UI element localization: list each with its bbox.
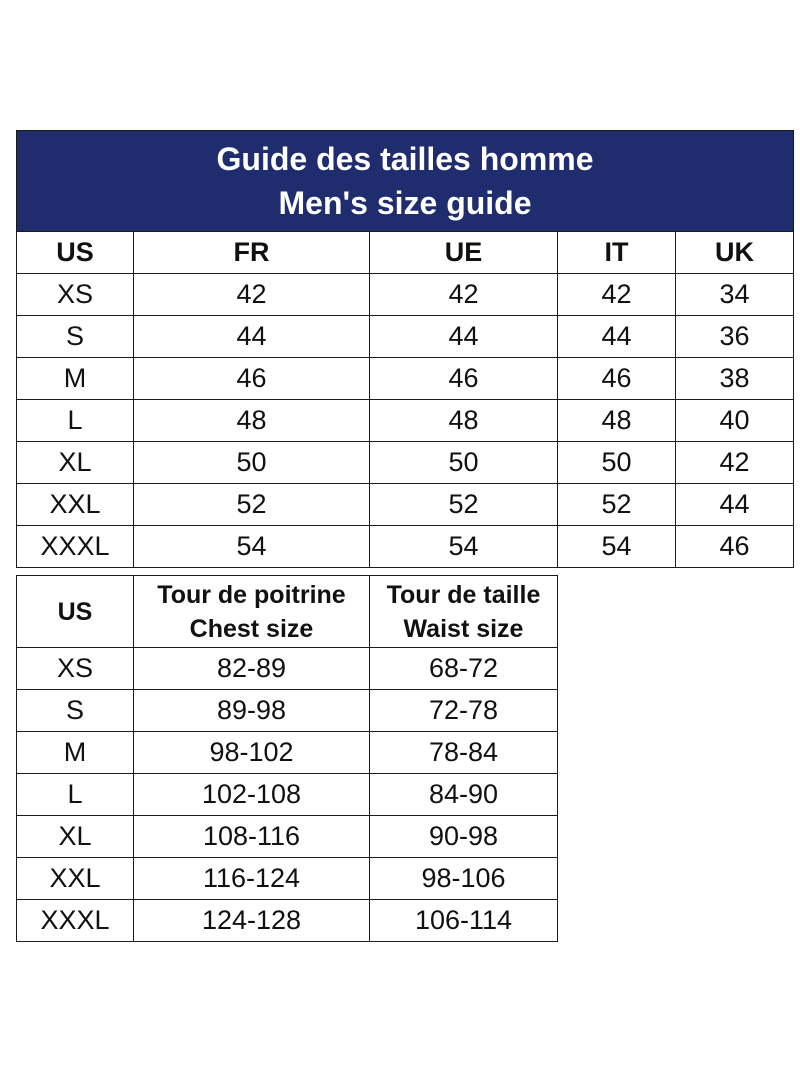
- table-row: [17, 316, 794, 358]
- cell-uk: 36: [676, 316, 794, 358]
- table-row: [17, 900, 558, 942]
- cell-chest: 108-116: [134, 816, 370, 858]
- header-fr: FR: [134, 232, 370, 274]
- cell-fr: 48: [134, 400, 370, 442]
- cell-fr: 54: [134, 526, 370, 568]
- cell-waist: 84-90: [370, 774, 558, 816]
- title-english: Men's size guide: [278, 185, 532, 221]
- cell-it: 46: [558, 358, 676, 400]
- cell-us: M: [17, 358, 134, 400]
- cell-waist: 106-114: [370, 900, 558, 942]
- title-row: [17, 131, 794, 232]
- table-row: [17, 816, 558, 858]
- cell-us: L: [17, 400, 134, 442]
- cell-waist: 98-106: [370, 858, 558, 900]
- cell-uk: 42: [676, 442, 794, 484]
- cell-chest: 116-124: [134, 858, 370, 900]
- cell-fr: 46: [134, 358, 370, 400]
- cell-waist: 90-98: [370, 816, 558, 858]
- cell-ue: 48: [370, 400, 558, 442]
- cell-it: 52: [558, 484, 676, 526]
- table-row: [17, 648, 558, 690]
- cell-ue: 44: [370, 316, 558, 358]
- cell-it: 50: [558, 442, 676, 484]
- table-row: [17, 690, 558, 732]
- header-waist-english: Waist size: [403, 614, 524, 643]
- cell-us: XXXL: [17, 900, 134, 942]
- header-waist-size: [370, 576, 558, 648]
- table-row: [17, 774, 558, 816]
- cell-us: L: [17, 774, 134, 816]
- cell-waist: 72-78: [370, 690, 558, 732]
- header-chest-english: Chest size: [189, 614, 314, 643]
- cell-it: 48: [558, 400, 676, 442]
- cell-ue: 52: [370, 484, 558, 526]
- cell-us: XXL: [17, 858, 134, 900]
- header-chest-size: [134, 576, 370, 648]
- table-title: [17, 131, 794, 232]
- cell-chest: 82-89: [134, 648, 370, 690]
- table-row: [17, 858, 558, 900]
- table-row: [17, 484, 794, 526]
- cell-uk: 46: [676, 526, 794, 568]
- cell-fr: 42: [134, 274, 370, 316]
- table-row: [17, 526, 794, 568]
- cell-it: 44: [558, 316, 676, 358]
- cell-ue: 46: [370, 358, 558, 400]
- cell-chest: 89-98: [134, 690, 370, 732]
- cell-fr: 52: [134, 484, 370, 526]
- table-row: [17, 274, 794, 316]
- header-us: US: [17, 232, 134, 274]
- cell-us: XXL: [17, 484, 134, 526]
- cell-us: S: [17, 690, 134, 732]
- header-us: US: [17, 576, 134, 648]
- cell-us: XL: [17, 442, 134, 484]
- cell-us: XXXL: [17, 526, 134, 568]
- cell-uk: 38: [676, 358, 794, 400]
- table-row: [17, 400, 794, 442]
- header-chest-french: Tour de poitrine: [157, 580, 346, 609]
- header-row: [17, 576, 558, 648]
- cell-fr: 50: [134, 442, 370, 484]
- cell-uk: 44: [676, 484, 794, 526]
- body-measurements-table: [16, 575, 558, 942]
- table-row: [17, 732, 558, 774]
- cell-us: S: [17, 316, 134, 358]
- header-it: IT: [558, 232, 676, 274]
- header-ue: UE: [370, 232, 558, 274]
- cell-it: 42: [558, 274, 676, 316]
- size-conversion-table: [16, 130, 794, 568]
- title-french: Guide des tailles homme: [216, 141, 594, 177]
- cell-us: XS: [17, 648, 134, 690]
- cell-ue: 50: [370, 442, 558, 484]
- cell-waist: 78-84: [370, 732, 558, 774]
- cell-fr: 44: [134, 316, 370, 358]
- table-row: [17, 442, 794, 484]
- cell-waist: 68-72: [370, 648, 558, 690]
- cell-us: XS: [17, 274, 134, 316]
- cell-ue: 42: [370, 274, 558, 316]
- cell-chest: 98-102: [134, 732, 370, 774]
- table-row: [17, 358, 794, 400]
- cell-it: 54: [558, 526, 676, 568]
- cell-us: M: [17, 732, 134, 774]
- header-uk: UK: [676, 232, 794, 274]
- header-waist-french: Tour de taille: [386, 580, 541, 609]
- header-row: [17, 232, 794, 274]
- cell-ue: 54: [370, 526, 558, 568]
- cell-chest: 102-108: [134, 774, 370, 816]
- cell-us: XL: [17, 816, 134, 858]
- cell-uk: 34: [676, 274, 794, 316]
- cell-chest: 124-128: [134, 900, 370, 942]
- cell-uk: 40: [676, 400, 794, 442]
